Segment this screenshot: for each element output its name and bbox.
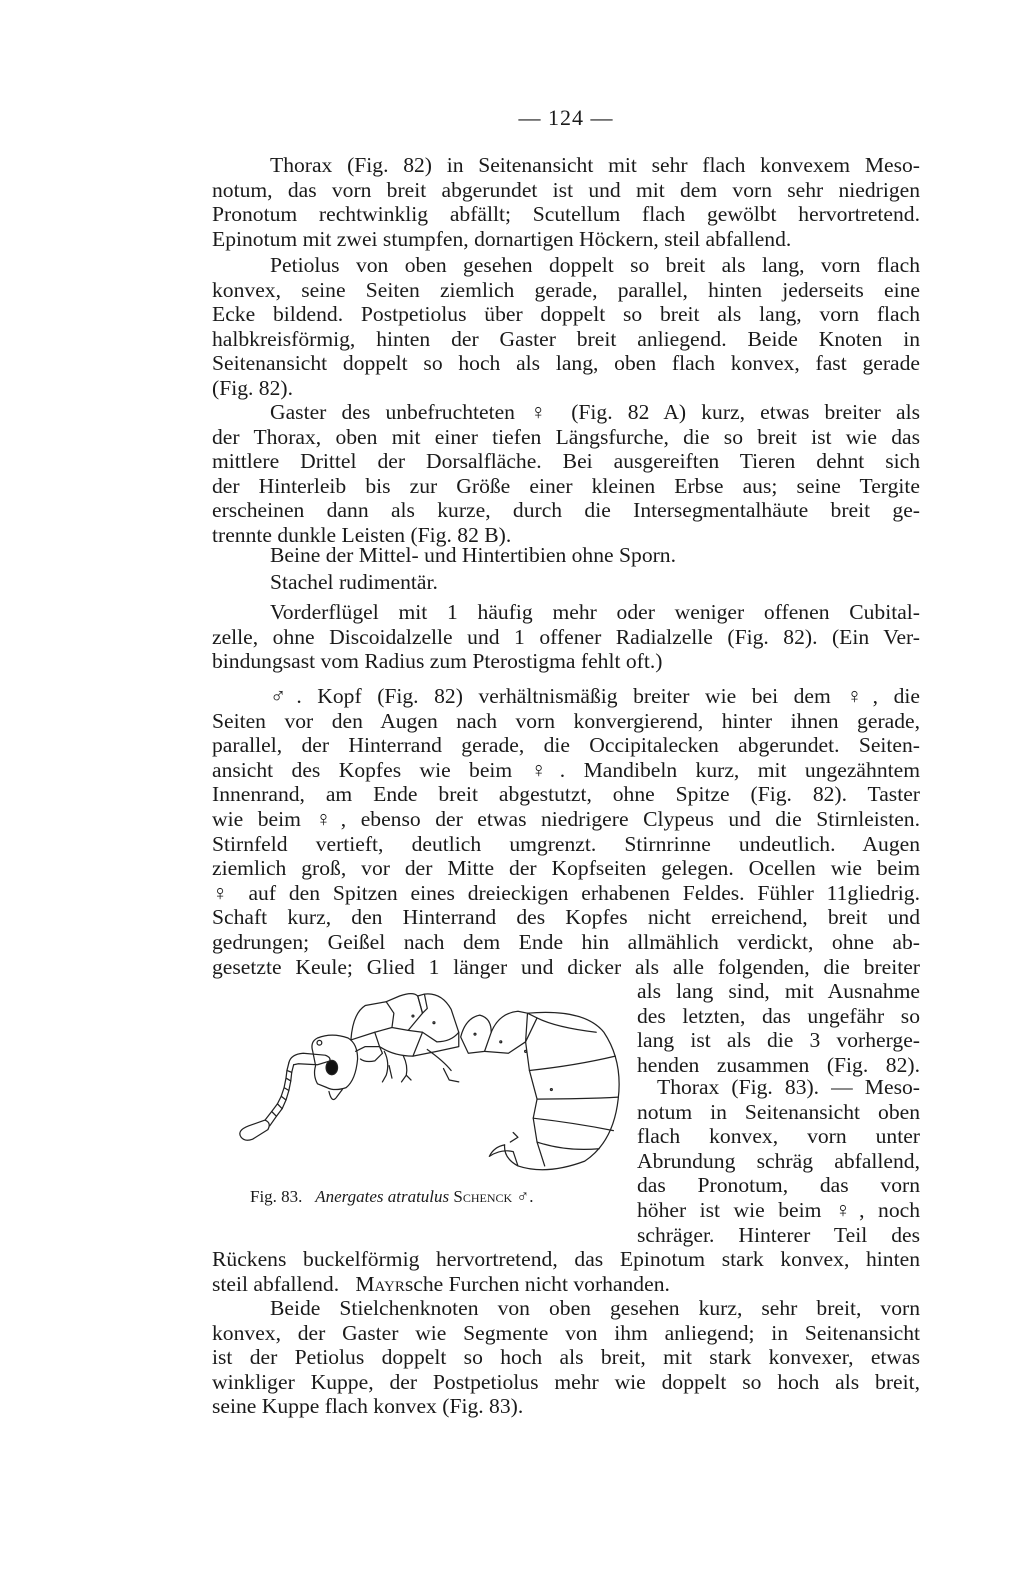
text-line: Beide Stielchenknoten von oben gesehen kurz, sehr breit, vorn: [270, 1296, 920, 1320]
text-line: Seiten vor den Augen nach vorn konvergierend, hinter ihnen gerade,: [212, 708, 920, 733]
text-line: henden zusammen (Fig. 82).: [637, 1052, 920, 1077]
text-fragment: steil abfallend.: [212, 1271, 340, 1296]
text-line: Ecke bildend. Postpetiolus über doppelt so breit als lang, vorn flach: [212, 302, 920, 327]
paragraph-stielchenknoten: [212, 1296, 920, 1419]
text-line: winkliger Kuppe, der Postpetiolus mehr wie doppelt so hoch als breit,: [212, 1369, 920, 1394]
gaster: [489, 1012, 619, 1169]
text-line: ist der Petiolus doppelt so hoch als breit, mit stark konvexer, etwas: [212, 1345, 920, 1370]
text-line: Schaft kurz, den Hinterrand des Kopfes nicht erreichend, breit und: [212, 905, 920, 930]
text-line: ziemlich groß, vor der Mitte der Kopfseiten gelegen. Ocellen wie beim: [212, 856, 920, 881]
text-line: notum, das vorn breit abgerundet ist und mit dem vorn sehr niedrigen: [212, 177, 920, 202]
text-line: Abrundung schräg abfallend,: [637, 1148, 920, 1173]
author-name-smallcaps: Mayr: [355, 1271, 405, 1296]
text-line: notum in Seitenansicht oben: [637, 1099, 920, 1124]
text-line: bindungsast vom Radius zum Pterostigma fehlt oft.): [212, 649, 663, 674]
text-line: Epinotum mit zwei stumpfen, dornartigen Höckern, steil abfallend.: [212, 226, 792, 251]
paragraph-gaster: [212, 400, 920, 548]
page-number: — 124 —: [518, 105, 614, 130]
text-line: des letzten, das ungefähr so: [637, 1003, 920, 1028]
text-line: Rückens buckelförmig hervortretend, das Epinotum stark konvex, hinten: [212, 1247, 920, 1272]
text-line: wie beim ♀, ebenso der etwas niedrigere Clypeus und die Stirnleisten.: [212, 806, 920, 831]
text-line: Thorax (Fig. 83). — Meso-: [657, 1075, 920, 1099]
text-line: Vorderflügel mit 1 häufig mehr oder weniger offenen Cubital-: [270, 600, 920, 624]
text-line: (Fig. 82).: [212, 375, 293, 400]
text-line: ansicht des Kopfes wie beim ♀. Mandibeln kurz, mit ungezähntem: [212, 757, 920, 782]
text-line: parallel, der Hinterrand gerade, die Occipitalecken abgerundet. Seiten-: [212, 733, 920, 758]
paragraph-beine: [212, 543, 920, 568]
text-line: flach konvex, vorn unter: [637, 1124, 920, 1149]
paragraph-thorax: [212, 153, 920, 251]
text-line: Beine der Mittel- und Hintertibien ohne Sporn.: [270, 543, 677, 567]
petiole: [461, 1011, 528, 1053]
text-line: das Pronotum, das vorn: [637, 1173, 920, 1198]
text-line: gesetzte Keule; Glied 1 länger und dicker als alle folgenden, die breiter: [212, 954, 920, 979]
thorax: [351, 994, 459, 1082]
figure-label: Fig. 83.: [250, 1187, 303, 1206]
text-line: ♂. Kopf (Fig. 82) verhältnismäßig breiter wie bei dem ♀, die: [270, 684, 920, 708]
text-line: trennte dunkle Leisten (Fig. 82 B).: [212, 522, 512, 547]
paragraph-vorderfluegel: [212, 600, 920, 674]
text-line: Seitenansicht doppelt so hoch als lang, oben flach konvex, fast gerade: [212, 351, 920, 376]
text-line: Petiolus von oben gesehen doppelt so breit als lang, vorn flach: [270, 253, 920, 277]
author-name: Schenck: [453, 1187, 513, 1206]
antenna: [240, 1053, 330, 1140]
text-line: mittlere Drittel der Dorsalfläche. Bei ausgereiften Tieren dehnt sich: [212, 449, 920, 474]
figure-caption: [250, 1187, 533, 1207]
text-line: Stachel rudimentär.: [270, 570, 438, 594]
species-name: Anergates atratulus: [315, 1187, 450, 1206]
text-line: [212, 1272, 920, 1297]
text-fragment: sche Furchen nicht vorhanden.: [404, 1271, 670, 1296]
text-line: der Hinterleib bis zur Größe einer kleinen Erbse aus; seine Tergite: [212, 473, 920, 498]
text-line: halbkreisförmig, hinten der Gaster breit anliegend. Beide Knoten in: [212, 326, 920, 351]
text-line: als lang sind, mit Ausnahme: [637, 979, 920, 1004]
text-line: ♀ auf den Spitzen eines dreieckigen erhabenen Feldes. Fühler 11gliedrig.: [212, 880, 920, 905]
text-line: der Thorax, oben mit einer tiefen Längsfurche, die so breit ist wie das: [212, 424, 920, 449]
head: [312, 1035, 358, 1099]
text-line: Innenrand, am Ende breit abgestutzt, ohne Spitze (Fig. 82). Taster: [212, 782, 920, 807]
ant-illustration: [215, 975, 630, 1185]
text-line: konvex, seine Seiten ziemlich gerade, parallel, hinten jederseits eine: [212, 277, 920, 302]
text-line: konvex, der Gaster wie Segmente von ihm anliegend; in Seitenansicht: [212, 1320, 920, 1345]
paragraph-petiolus: [212, 253, 920, 401]
text-line: zelle, ohne Discoidalzelle und 1 offener Radialzelle (Fig. 82). (Ein Ver-: [212, 624, 920, 649]
text-line: Gaster des unbefruchteten ♀ (Fig. 82 A) kurz, etwas breiter als: [270, 400, 920, 424]
paragraph-stachel: [212, 570, 920, 595]
text-line: Pronotum rechtwinklig abfällt; Scutellum flach gewölbt hervortretend.: [212, 202, 920, 227]
text-line: schräger. Hinterer Teil des: [637, 1222, 920, 1247]
text-line: erscheinen dann als kurze, durch die Intersegmentalhäute breit ge-: [212, 498, 920, 523]
text-line: Stirnfeld vertieft, deutlich umgrenzt. Stirnrinne undeutlich. Augen: [212, 831, 920, 856]
text-line: seine Kuppe flach konvex (Fig. 83).: [212, 1394, 524, 1419]
male-symbol: ♂.: [516, 1187, 534, 1206]
text-line: höher ist wie beim ♀, noch: [637, 1197, 920, 1222]
text-line: lang ist als die 3 vorherge-: [637, 1028, 920, 1053]
text-line: Thorax (Fig. 82) in Seitenansicht mit sehr flach konvexem Meso-: [270, 153, 920, 177]
text-line: gedrungen; Geißel nach dem Ende hin allmählich verdickt, ohne ab-: [212, 929, 920, 954]
